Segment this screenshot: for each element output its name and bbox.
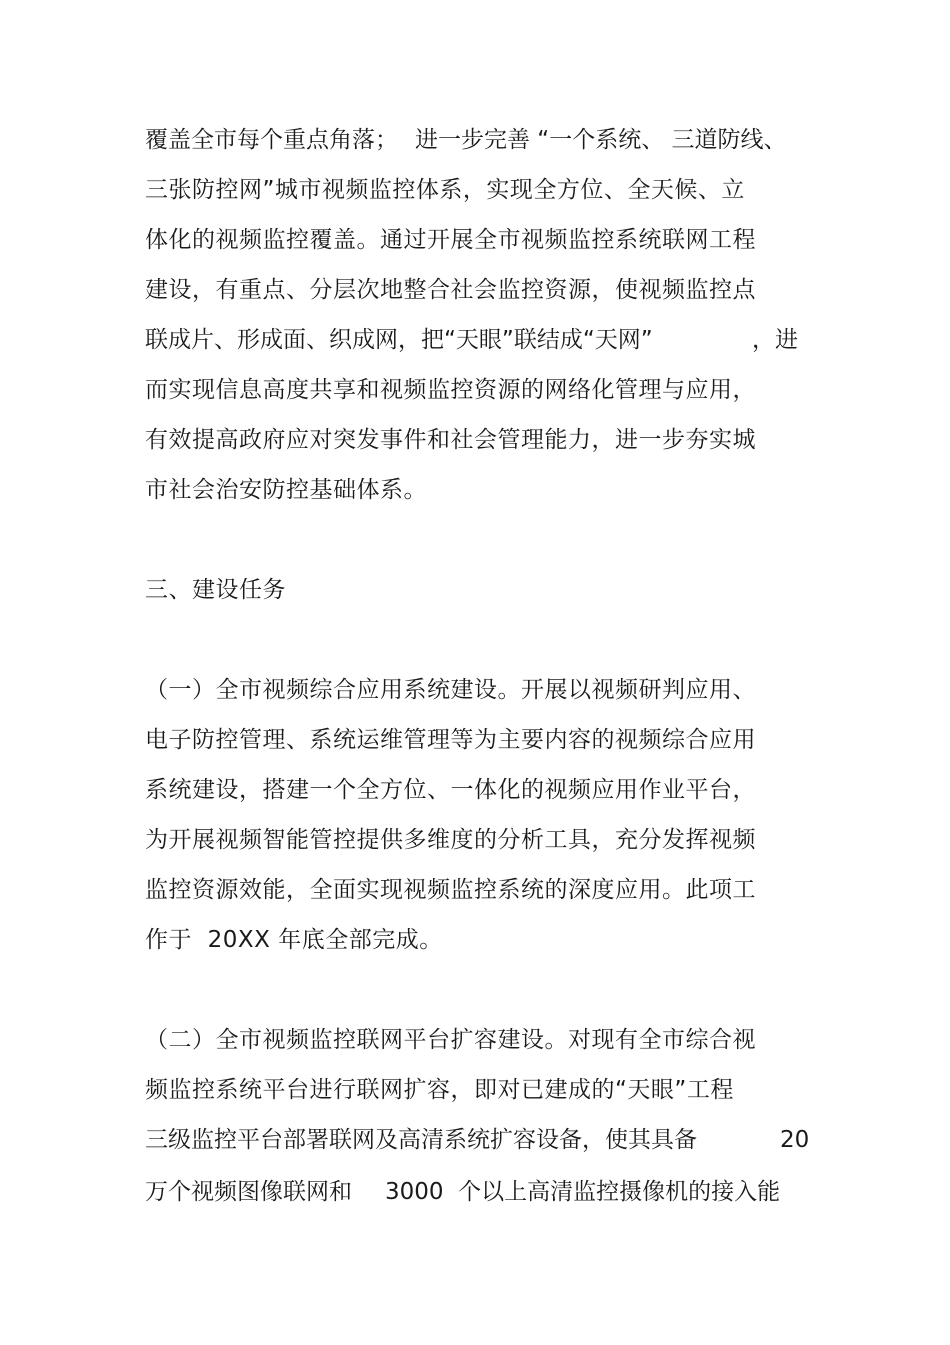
intro-line-5a: 联成片、形成面、织成网，把“天眼”联结成“天网” bbox=[145, 327, 653, 353]
para-one-line-5: 监控资源效能，全面实现视频监控系统的深度应用。此项工 bbox=[145, 877, 756, 903]
intro-line-8: 市社会治安防控基础体系。 bbox=[145, 477, 427, 503]
para-one-line-6: 作于 20XX 年底全部完成。 bbox=[145, 927, 443, 953]
intro-line-5b: ，进 bbox=[752, 327, 798, 353]
para-two-line-1: （二）全市视频监控联网平台扩容建设。对现有全市综合视 bbox=[145, 1027, 756, 1053]
intro-line-3: 体化的视频监控覆盖。通过开展全市视频监控系统联网工程 bbox=[145, 227, 756, 253]
intro-line-1a: 覆盖全市每个重点角落； bbox=[145, 127, 398, 153]
intro-line-7: 有效提高政府应对突发事件和社会管理能力，进一步夯实城 bbox=[145, 427, 756, 453]
para-two-line-3b: 20 bbox=[780, 1127, 810, 1153]
intro-line-2: 三张防控网”城市视频监控体系，实现全方位、全天候、立 bbox=[145, 177, 745, 203]
intro-line-1b: 进一步完善 “一个系统、 三道防线、 bbox=[415, 127, 787, 153]
intro-line-6: 而实现信息高度共享和视频监控资源的网络化管理与应用， bbox=[145, 377, 756, 403]
para-one-line-3: 系统建设，搭建一个全方位、一体化的视频应用作业平台， bbox=[145, 777, 756, 803]
para-one-line-2: 电子防控管理、系统运维管理等为主要内容的视频综合应用 bbox=[145, 727, 756, 753]
intro-line-4: 建设，有重点、分层次地整合社会监控资源，使视频监控点 bbox=[145, 277, 756, 303]
para-two-line-4b: 3000 个以上高清监控摄像机的接入能 bbox=[385, 1179, 781, 1205]
para-two-line-3a: 三级监控平台部署联网及高清系统扩容设备，使其具备 bbox=[145, 1127, 697, 1153]
para-two-line-2: 频监控系统平台进行联网扩容，即对已建成的“天眼”工程 bbox=[145, 1077, 734, 1103]
section-heading: 三、建设任务 bbox=[145, 577, 286, 603]
para-one-line-1: （一）全市视频综合应用系统建设。开展以视频研判应用、 bbox=[145, 677, 756, 703]
para-two-line-4a: 万个视频图像联网和 bbox=[145, 1179, 352, 1205]
para-one-line-4: 为开展视频智能管控提供多维度的分析工具，充分发挥视频 bbox=[145, 827, 756, 853]
